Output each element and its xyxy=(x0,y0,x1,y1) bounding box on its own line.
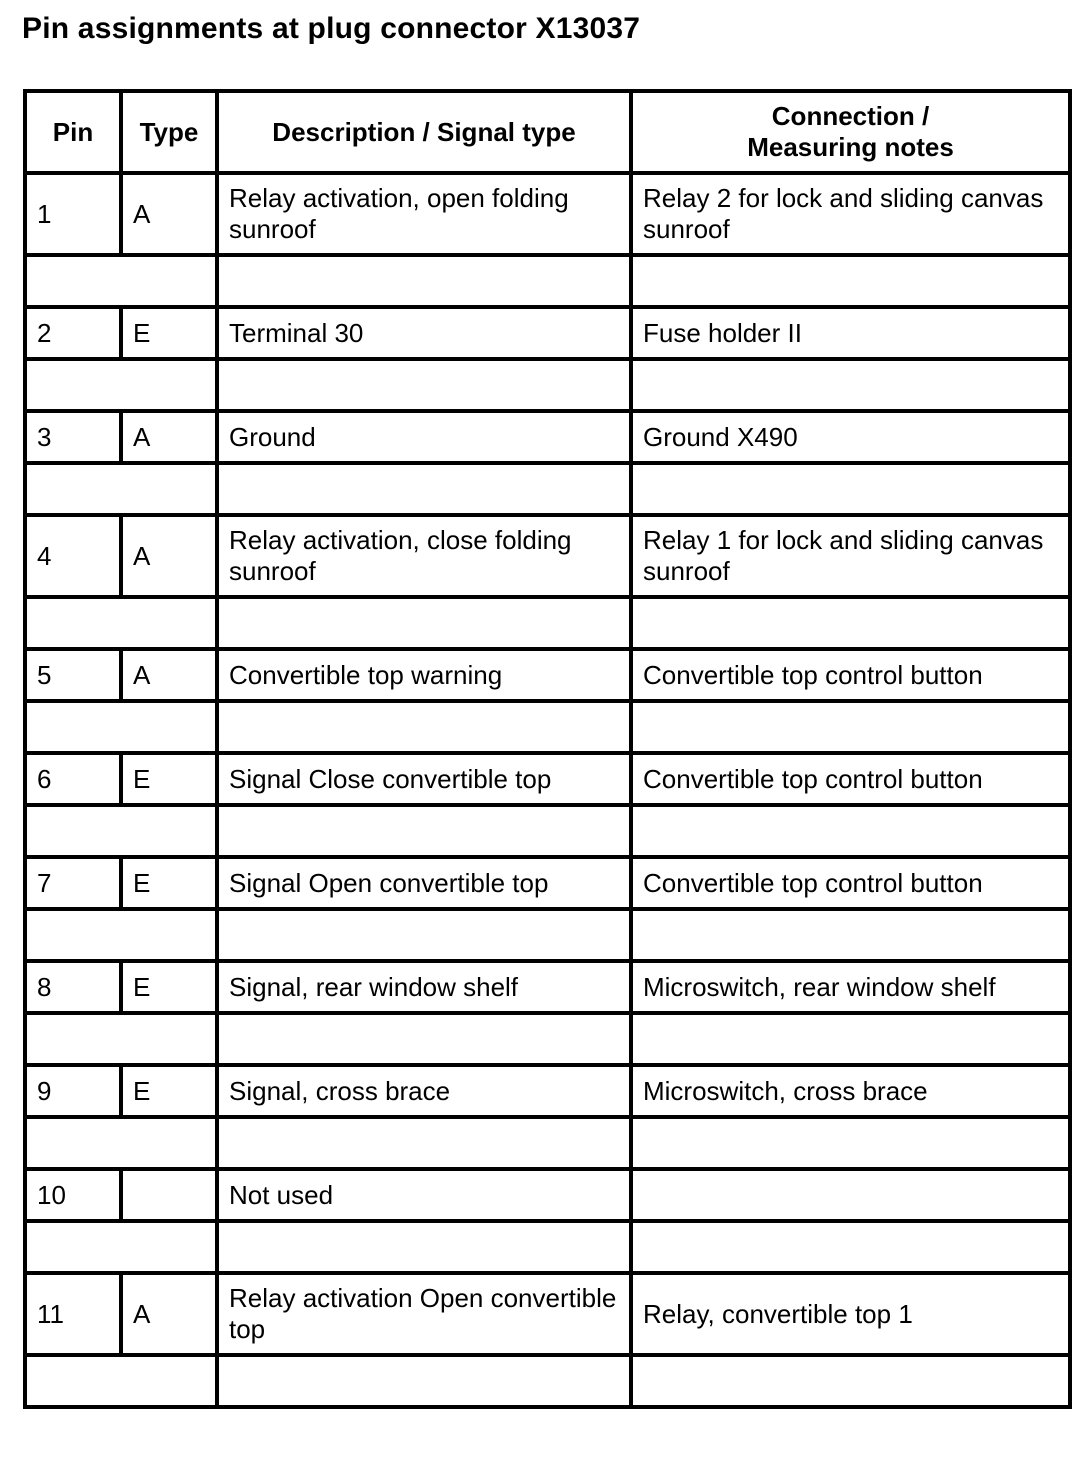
spacer-cell xyxy=(217,597,631,649)
spacer-row xyxy=(25,359,1070,411)
cell-pin: 3 xyxy=(25,411,121,463)
table-row xyxy=(25,173,1070,255)
spacer-row xyxy=(25,597,1070,649)
spacer-cell xyxy=(25,463,217,515)
spacer-cell xyxy=(25,1355,217,1407)
spacer-row xyxy=(25,1355,1070,1407)
spacer-cell xyxy=(631,1221,1070,1273)
spacer-cell xyxy=(217,1117,631,1169)
table-header-row xyxy=(25,91,1070,173)
spacer-cell xyxy=(631,701,1070,753)
spacer-cell xyxy=(631,1117,1070,1169)
cell-connection: Convertible top control button xyxy=(631,753,1070,805)
spacer-cell xyxy=(631,1355,1070,1407)
cell-pin: 7 xyxy=(25,857,121,909)
cell-pin: 5 xyxy=(25,649,121,701)
cell-type: A xyxy=(121,515,217,597)
spacer-cell xyxy=(217,805,631,857)
cell-type: E xyxy=(121,753,217,805)
header-description: Description / Signal type xyxy=(217,91,631,173)
table-row xyxy=(25,857,1070,909)
spacer-row xyxy=(25,701,1070,753)
cell-description: Signal, rear window shelf xyxy=(217,961,631,1013)
header-connection-line2: Measuring notes xyxy=(747,132,954,162)
header-pin: Pin xyxy=(25,91,121,173)
spacer-cell xyxy=(631,597,1070,649)
cell-pin: 9 xyxy=(25,1065,121,1117)
spacer-cell xyxy=(25,909,217,961)
spacer-cell xyxy=(25,255,217,307)
spacer-cell xyxy=(631,805,1070,857)
spacer-cell xyxy=(631,359,1070,411)
table-row xyxy=(25,515,1070,597)
spacer-cell xyxy=(217,1221,631,1273)
spacer-cell xyxy=(217,1013,631,1065)
cell-pin: 8 xyxy=(25,961,121,1013)
spacer-cell xyxy=(25,359,217,411)
spacer-cell xyxy=(631,1013,1070,1065)
cell-connection: Convertible top control button xyxy=(631,649,1070,701)
spacer-row xyxy=(25,1013,1070,1065)
table-row xyxy=(25,1169,1070,1221)
cell-type: A xyxy=(121,649,217,701)
cell-description: Convertible top warning xyxy=(217,649,631,701)
cell-connection: Relay, convertible top 1 xyxy=(631,1273,1070,1355)
spacer-cell xyxy=(25,1221,217,1273)
spacer-row xyxy=(25,909,1070,961)
spacer-row xyxy=(25,1117,1070,1169)
cell-pin: 2 xyxy=(25,307,121,359)
spacer-cell xyxy=(25,701,217,753)
cell-connection: Fuse holder II xyxy=(631,307,1070,359)
table-row xyxy=(25,411,1070,463)
table-row xyxy=(25,753,1070,805)
table-row xyxy=(25,307,1070,359)
cell-pin: 4 xyxy=(25,515,121,597)
spacer-cell xyxy=(217,359,631,411)
page-title: Pin assignments at plug connector X13037 xyxy=(22,12,641,45)
cell-description: Ground xyxy=(217,411,631,463)
table-body xyxy=(25,173,1070,1407)
cell-type: A xyxy=(121,411,217,463)
cell-pin: 1 xyxy=(25,173,121,255)
spacer-cell xyxy=(217,1355,631,1407)
cell-description: Relay activation, close folding sunroof xyxy=(217,515,631,597)
spacer-row xyxy=(25,463,1070,515)
spacer-cell xyxy=(217,463,631,515)
cell-description: Signal, cross brace xyxy=(217,1065,631,1117)
cell-pin: 6 xyxy=(25,753,121,805)
cell-type xyxy=(121,1169,217,1221)
cell-type: E xyxy=(121,1065,217,1117)
spacer-cell xyxy=(631,255,1070,307)
cell-pin: 11 xyxy=(25,1273,121,1355)
cell-connection xyxy=(631,1169,1070,1221)
spacer-row xyxy=(25,1221,1070,1273)
spacer-row xyxy=(25,255,1070,307)
cell-type: E xyxy=(121,961,217,1013)
cell-connection: Relay 2 for lock and sliding canvas sunroof xyxy=(631,173,1070,255)
table-row xyxy=(25,1273,1070,1355)
spacer-cell xyxy=(25,1013,217,1065)
cell-type: E xyxy=(121,307,217,359)
cell-description: Relay activation Open convertible top xyxy=(217,1273,631,1355)
spacer-cell xyxy=(217,255,631,307)
cell-pin: 10 xyxy=(25,1169,121,1221)
spacer-cell xyxy=(25,1117,217,1169)
spacer-cell xyxy=(25,805,217,857)
spacer-cell xyxy=(631,463,1070,515)
header-connection-line1: Connection / xyxy=(771,101,930,131)
spacer-cell xyxy=(25,597,217,649)
cell-type: A xyxy=(121,173,217,255)
header-type: Type xyxy=(121,91,217,173)
table-row xyxy=(25,961,1070,1013)
cell-connection: Convertible top control button xyxy=(631,857,1070,909)
cell-connection: Microswitch, rear window shelf xyxy=(631,961,1070,1013)
cell-type: E xyxy=(121,857,217,909)
table-row xyxy=(25,649,1070,701)
spacer-row xyxy=(25,805,1070,857)
cell-description: Signal Close convertible top xyxy=(217,753,631,805)
cell-description: Terminal 30 xyxy=(217,307,631,359)
cell-type: A xyxy=(121,1273,217,1355)
spacer-cell xyxy=(217,909,631,961)
cell-description: Not used xyxy=(217,1169,631,1221)
cell-description: Relay activation, open folding sunroof xyxy=(217,173,631,255)
cell-connection: Ground X490 xyxy=(631,411,1070,463)
spacer-cell xyxy=(217,701,631,753)
pin-assignment-table xyxy=(23,89,1072,1409)
cell-connection: Microswitch, cross brace xyxy=(631,1065,1070,1117)
cell-description: Signal Open convertible top xyxy=(217,857,631,909)
header-connection xyxy=(631,91,1070,173)
cell-connection: Relay 1 for lock and sliding canvas sunroof xyxy=(631,515,1070,597)
spacer-cell xyxy=(631,909,1070,961)
table-row xyxy=(25,1065,1070,1117)
